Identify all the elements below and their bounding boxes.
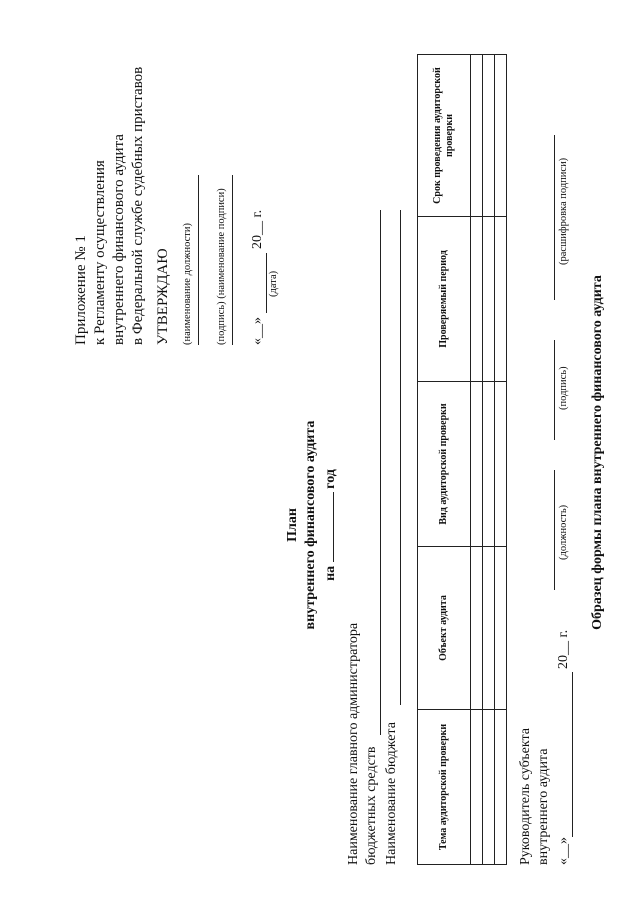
form-sample-title: Образец формы плана внутреннего финансового аудита (590, 275, 605, 630)
approve-title: УТВЕРЖДАЮ (155, 248, 171, 345)
appendix-line: внутреннего финансового аудита (111, 134, 127, 345)
plan-year-suffix: год (323, 469, 338, 489)
budget-label: Наименование бюджета (384, 722, 399, 865)
signoff-signature-caption: (подпись) (558, 366, 569, 410)
header-audit-topic: Тема аудиторской проверки (418, 710, 471, 865)
signoff-label: Руководитель субъекта (518, 728, 533, 865)
header-audit-period: Проверяемый период (418, 217, 471, 382)
table-row (495, 55, 507, 865)
signoff-position-line (554, 470, 555, 590)
admin-label: Наименование главного администратора (346, 622, 361, 865)
admin-label-2: бюджетных средств (364, 746, 379, 865)
header-audit-object: Объект аудита (418, 547, 471, 710)
signoff-signature-line (554, 340, 555, 440)
appendix-line: к Регламенту осуществления (92, 160, 108, 345)
plan-year-prefix: на (323, 565, 338, 581)
header-audit-type: Вид аудиторской проверки (418, 382, 471, 547)
table-row (471, 55, 483, 865)
header-audit-deadline: Срок проведения аудиторской проверки (418, 55, 471, 217)
budget-line (400, 210, 401, 705)
signoff-label-2: внутреннего аудита (536, 748, 551, 865)
plan-year-line (321, 492, 334, 562)
plan-title: План (285, 508, 300, 542)
approve-date-line (266, 253, 267, 313)
appendix-number: Приложение № 1 (73, 235, 89, 345)
signoff-decode-caption: (расшифровка подписи) (558, 157, 569, 265)
appendix-header (72, 67, 148, 345)
signoff-decode-line (554, 135, 555, 300)
audit-plan-table (417, 54, 507, 865)
signoff-date-open: «__» (556, 837, 571, 865)
plan-year-row (321, 145, 339, 905)
position-line (198, 175, 199, 345)
plan-subtitle: внутреннего финансового аудита (303, 420, 318, 630)
appendix-line: в Федеральной службе судебных приставов (130, 66, 146, 345)
table-row (483, 55, 495, 865)
signature-line (232, 175, 233, 345)
approve-date-year: 20__ г. (250, 209, 265, 249)
signature-caption: (подпись) (наименование подписи) (216, 188, 227, 345)
signoff-date-line (572, 672, 573, 837)
approve-date-caption: (дата) (268, 270, 279, 297)
admin-line (380, 210, 381, 735)
signoff-position-caption: (должность) (558, 504, 569, 560)
table-header-row (418, 55, 471, 865)
approve-date-open: «__» (250, 317, 265, 345)
position-caption: (наименование должности) (182, 222, 193, 345)
signoff-date-year: 20__ г. (556, 629, 571, 669)
